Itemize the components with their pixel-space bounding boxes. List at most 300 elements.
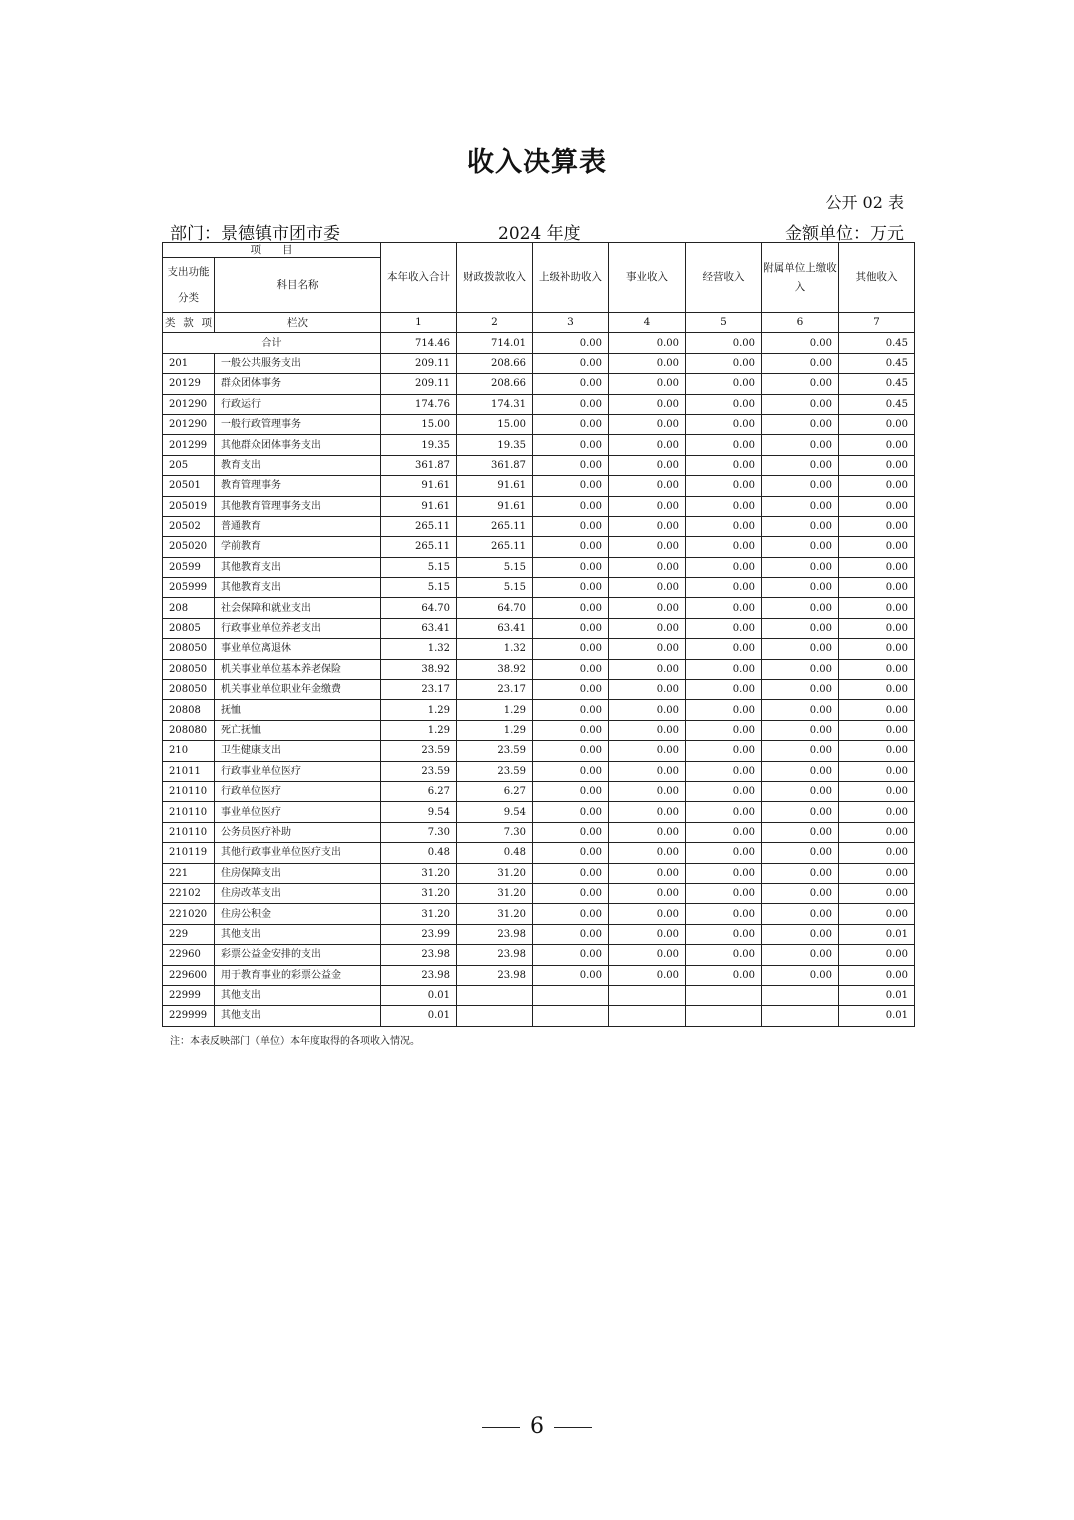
row-code: 20501: [163, 476, 215, 496]
row-value-col-2: 91.61: [457, 496, 533, 516]
row-value-col-6: 0.00: [762, 537, 839, 557]
row-value-col-3: 0.00: [533, 781, 609, 801]
row-value-col-4: 0.00: [609, 557, 686, 577]
row-code: 210110: [163, 781, 215, 801]
row-value-col-6: 0.00: [762, 781, 839, 801]
table-row: [163, 414, 915, 434]
row-value-col-7: 0.00: [839, 945, 915, 965]
row-code: 22960: [163, 945, 215, 965]
fiscal-year: 2024 年度: [498, 224, 581, 244]
row-value-col-7: 0.00: [839, 578, 915, 598]
row-value-col-3: 0.00: [533, 883, 609, 903]
row-value-col-1: 9.54: [381, 802, 457, 822]
row-name: 用于教育事业的彩票公益金: [215, 965, 381, 985]
table-row: [163, 496, 915, 516]
row-value-col-3: 0.00: [533, 557, 609, 577]
row-value-col-5: 0.00: [686, 414, 762, 434]
row-value-col-3: 0.00: [533, 700, 609, 720]
row-value-col-6: 0.00: [762, 720, 839, 740]
row-value-col-3: 0.00: [533, 802, 609, 822]
row-name: 死亡抚恤: [215, 720, 381, 740]
amount-unit: 金额单位：万元: [785, 224, 904, 244]
row-value-col-6: 0.00: [762, 353, 839, 373]
row-value-col-5: 0.00: [686, 353, 762, 373]
header-class: 类: [165, 316, 176, 329]
row-code: 210110: [163, 822, 215, 842]
row-value-col-6: 0.00: [762, 598, 839, 618]
row-value-col-6: 0.00: [762, 496, 839, 516]
row-value-col-5: 0.00: [686, 761, 762, 781]
header-col-4: 事业收入: [609, 243, 686, 313]
row-code: 229: [163, 924, 215, 944]
row-value-col-4: 0.00: [609, 537, 686, 557]
dash-right: [554, 1427, 592, 1428]
row-name: 行政运行: [215, 394, 381, 414]
row-name: 一般行政管理事务: [215, 414, 381, 434]
row-value-col-6: 0.00: [762, 945, 839, 965]
row-code: 20808: [163, 700, 215, 720]
header-col-6: 附属单位上缴收入: [762, 243, 839, 313]
row-value-col-7: 0.45: [839, 394, 915, 414]
row-code: 20599: [163, 557, 215, 577]
row-value-col-3: 0.00: [533, 476, 609, 496]
row-value-col-3: 0.00: [533, 598, 609, 618]
row-name: 一般公共服务支出: [215, 353, 381, 373]
row-value-col-5: 0.00: [686, 374, 762, 394]
header-subject-name: 科目名称: [215, 258, 381, 313]
row-value-col-1: 23.17: [381, 680, 457, 700]
header-item: 项 目: [163, 243, 381, 258]
row-value-col-3: 0.00: [533, 374, 609, 394]
row-value-col-2: [457, 985, 533, 1005]
total-row: [163, 333, 915, 353]
row-name: 教育支出: [215, 455, 381, 475]
row-name: 其他支出: [215, 985, 381, 1005]
row-value-col-5: [686, 985, 762, 1005]
row-code: 22102: [163, 883, 215, 903]
row-value-col-6: 0.00: [762, 761, 839, 781]
row-value-col-3: [533, 985, 609, 1005]
row-value-col-5: 0.00: [686, 455, 762, 475]
row-value-col-1: 23.98: [381, 965, 457, 985]
col-num-3: 3: [533, 313, 609, 333]
row-value-col-6: 0.00: [762, 741, 839, 761]
row-value-col-5: 0.00: [686, 904, 762, 924]
row-value-col-7: 0.00: [839, 455, 915, 475]
col-num-2: 2: [457, 313, 533, 333]
table-note: 注：本表反映部门（单位）本年度取得的各项收入情况。: [170, 1036, 420, 1047]
row-value-col-6: 0.00: [762, 802, 839, 822]
row-value-col-7: 0.00: [839, 618, 915, 638]
row-value-col-1: 209.11: [381, 353, 457, 373]
row-value-col-1: 0.01: [381, 985, 457, 1005]
row-name: 群众团体事务: [215, 374, 381, 394]
col-num-6: 6: [762, 313, 839, 333]
row-value-col-2: 23.98: [457, 945, 533, 965]
row-value-col-6: 0.00: [762, 822, 839, 842]
row-code: 20805: [163, 618, 215, 638]
row-code: 210: [163, 741, 215, 761]
row-value-col-7: 0.00: [839, 639, 915, 659]
row-value-col-5: 0.00: [686, 680, 762, 700]
row-value-col-1: 19.35: [381, 435, 457, 455]
total-value: 0.00: [533, 333, 609, 353]
row-value-col-4: 0.00: [609, 639, 686, 659]
row-value-col-2: 31.20: [457, 904, 533, 924]
row-value-col-1: 209.11: [381, 374, 457, 394]
total-value: 0.00: [762, 333, 839, 353]
row-name: 抚恤: [215, 700, 381, 720]
row-value-col-1: 7.30: [381, 822, 457, 842]
row-value-col-2: 208.66: [457, 353, 533, 373]
header-col-3: 上级补助收入: [533, 243, 609, 313]
row-value-col-4: 0.00: [609, 741, 686, 761]
row-code: 229999: [163, 1006, 215, 1026]
row-value-col-6: 0.00: [762, 435, 839, 455]
table-row: [163, 618, 915, 638]
row-value-col-1: 31.20: [381, 883, 457, 903]
row-value-col-4: 0.00: [609, 435, 686, 455]
row-value-col-3: 0.00: [533, 843, 609, 863]
row-name: 其他行政事业单位医疗支出: [215, 843, 381, 863]
row-value-col-5: 0.00: [686, 516, 762, 536]
row-value-col-1: 5.15: [381, 557, 457, 577]
row-value-col-6: 0.00: [762, 883, 839, 903]
row-value-col-7: 0.00: [839, 965, 915, 985]
row-value-col-4: 0.00: [609, 496, 686, 516]
row-value-col-2: 9.54: [457, 802, 533, 822]
row-name: 住房公积金: [215, 904, 381, 924]
row-value-col-1: 1.29: [381, 700, 457, 720]
col-num-1: 1: [381, 313, 457, 333]
row-value-col-5: 0.00: [686, 659, 762, 679]
table-row: [163, 720, 915, 740]
row-value-col-3: [533, 1006, 609, 1026]
row-value-col-4: 0.00: [609, 843, 686, 863]
row-value-col-2: 5.15: [457, 578, 533, 598]
row-value-col-5: 0.00: [686, 781, 762, 801]
row-value-col-6: 0.00: [762, 904, 839, 924]
row-name: 卫生健康支出: [215, 741, 381, 761]
row-name: 机关事业单位基本养老保险: [215, 659, 381, 679]
table-row: [163, 863, 915, 883]
row-value-col-6: 0.00: [762, 374, 839, 394]
row-name: 其他支出: [215, 924, 381, 944]
row-value-col-5: 0.00: [686, 476, 762, 496]
row-value-col-7: 0.45: [839, 374, 915, 394]
page-title: 收入决算表: [467, 147, 607, 178]
row-value-col-4: 0.00: [609, 924, 686, 944]
row-value-col-5: 0.00: [686, 924, 762, 944]
row-value-col-2: 15.00: [457, 414, 533, 434]
header-class-kuan-xiang: [163, 313, 215, 333]
total-value: 714.01: [457, 333, 533, 353]
row-value-col-1: 23.59: [381, 741, 457, 761]
row-value-col-5: 0.00: [686, 863, 762, 883]
row-value-col-2: 208.66: [457, 374, 533, 394]
table-row: [163, 476, 915, 496]
row-value-col-7: 0.01: [839, 924, 915, 944]
row-name: 行政事业单位养老支出: [215, 618, 381, 638]
row-value-col-6: 0.00: [762, 414, 839, 434]
row-value-col-1: 23.99: [381, 924, 457, 944]
income-table: [162, 242, 915, 1027]
row-name: 其他群众团体事务支出: [215, 435, 381, 455]
row-value-col-1: 23.98: [381, 945, 457, 965]
row-value-col-6: 0.00: [762, 639, 839, 659]
row-value-col-4: 0.00: [609, 781, 686, 801]
row-value-col-1: 15.00: [381, 414, 457, 434]
row-code: 21011: [163, 761, 215, 781]
row-value-col-4: [609, 1006, 686, 1026]
row-value-col-3: 0.00: [533, 578, 609, 598]
row-value-col-7: 0.00: [839, 781, 915, 801]
row-code: 208: [163, 598, 215, 618]
row-code: 205020: [163, 537, 215, 557]
row-value-col-7: 0.00: [839, 516, 915, 536]
row-value-col-7: 0.00: [839, 883, 915, 903]
row-value-col-7: 0.00: [839, 476, 915, 496]
row-value-col-4: 0.00: [609, 761, 686, 781]
row-value-col-6: 0.00: [762, 618, 839, 638]
row-value-col-2: 1.32: [457, 639, 533, 659]
row-value-col-5: 0.00: [686, 700, 762, 720]
row-value-col-2: 63.41: [457, 618, 533, 638]
row-value-col-1: 265.11: [381, 537, 457, 557]
row-value-col-5: 0.00: [686, 720, 762, 740]
row-value-col-2: 31.20: [457, 863, 533, 883]
row-value-col-6: 0.00: [762, 843, 839, 863]
row-name: 普通教育: [215, 516, 381, 536]
col-num-5: 5: [686, 313, 762, 333]
row-name: 其他教育管理事务支出: [215, 496, 381, 516]
row-value-col-5: 0.00: [686, 741, 762, 761]
row-value-col-3: 0.00: [533, 945, 609, 965]
row-value-col-4: 0.00: [609, 455, 686, 475]
row-name: 事业单位离退休: [215, 639, 381, 659]
table-row: [163, 883, 915, 903]
table-row: [163, 822, 915, 842]
row-value-col-5: 0.00: [686, 843, 762, 863]
row-value-col-4: 0.00: [609, 965, 686, 985]
table-row: [163, 965, 915, 985]
table-row: [163, 455, 915, 475]
row-value-col-3: 0.00: [533, 516, 609, 536]
row-value-col-5: 0.00: [686, 394, 762, 414]
total-value: 0.45: [839, 333, 915, 353]
row-value-col-3: 0.00: [533, 394, 609, 414]
row-value-col-5: 0.00: [686, 578, 762, 598]
row-value-col-1: 23.59: [381, 761, 457, 781]
table-row: [163, 578, 915, 598]
row-value-col-3: 0.00: [533, 435, 609, 455]
row-name: 学前教育: [215, 537, 381, 557]
table-row: [163, 353, 915, 373]
row-code: 229600: [163, 965, 215, 985]
row-value-col-3: 0.00: [533, 414, 609, 434]
row-code: 20502: [163, 516, 215, 536]
row-value-col-3: 0.00: [533, 639, 609, 659]
row-value-col-4: 0.00: [609, 476, 686, 496]
table-row: [163, 945, 915, 965]
table-row: [163, 516, 915, 536]
row-value-col-2: 23.59: [457, 741, 533, 761]
header-col-7: 其他收入: [839, 243, 915, 313]
row-value-col-1: 174.76: [381, 394, 457, 414]
dash-left: [482, 1427, 520, 1428]
row-value-col-6: [762, 1006, 839, 1026]
row-value-col-6: [762, 985, 839, 1005]
row-name: 其他教育支出: [215, 578, 381, 598]
row-value-col-7: 0.00: [839, 843, 915, 863]
row-value-col-2: 265.11: [457, 516, 533, 536]
page-number: [0, 1414, 1074, 1439]
row-value-col-2: 265.11: [457, 537, 533, 557]
table-row: [163, 781, 915, 801]
header-xiang: 项: [201, 316, 212, 329]
row-code: 208050: [163, 639, 215, 659]
table-row: [163, 639, 915, 659]
table-row: [163, 924, 915, 944]
row-value-col-2: 19.35: [457, 435, 533, 455]
row-value-col-2: 31.20: [457, 883, 533, 903]
row-value-col-2: 7.30: [457, 822, 533, 842]
table-row: [163, 985, 915, 1005]
table-row: [163, 1006, 915, 1026]
header-kuan: 款: [183, 316, 194, 329]
col-num-7: 7: [839, 313, 915, 333]
row-value-col-7: 0.00: [839, 496, 915, 516]
row-name: 公务员医疗补助: [215, 822, 381, 842]
header-col-5: 经营收入: [686, 243, 762, 313]
row-value-col-3: 0.00: [533, 680, 609, 700]
row-code: 201290: [163, 414, 215, 434]
row-value-col-7: 0.00: [839, 537, 915, 557]
row-value-col-7: 0.00: [839, 863, 915, 883]
row-value-col-4: 0.00: [609, 353, 686, 373]
row-value-col-1: 361.87: [381, 455, 457, 475]
row-value-col-7: 0.00: [839, 741, 915, 761]
row-code: 201299: [163, 435, 215, 455]
row-value-col-2: [457, 1006, 533, 1026]
row-value-col-6: 0.00: [762, 659, 839, 679]
row-value-col-5: 0.00: [686, 945, 762, 965]
row-value-col-3: 0.00: [533, 761, 609, 781]
table-row: [163, 700, 915, 720]
row-value-col-7: 0.00: [839, 680, 915, 700]
row-value-col-3: 0.00: [533, 822, 609, 842]
header-func-class: 支出功能分类: [163, 258, 215, 313]
table-row: [163, 761, 915, 781]
table-row: [163, 537, 915, 557]
row-value-col-2: 361.87: [457, 455, 533, 475]
row-name: 教育管理事务: [215, 476, 381, 496]
form-number: 公开 02 表: [825, 193, 904, 212]
col-num-4: 4: [609, 313, 686, 333]
row-name: 事业单位医疗: [215, 802, 381, 822]
row-code: 22999: [163, 985, 215, 1005]
row-value-col-6: 0.00: [762, 557, 839, 577]
row-value-col-2: 23.59: [457, 761, 533, 781]
row-value-col-4: 0.00: [609, 700, 686, 720]
row-value-col-5: 0.00: [686, 639, 762, 659]
row-value-col-6: 0.00: [762, 394, 839, 414]
row-name: 行政事业单位医疗: [215, 761, 381, 781]
row-name: 其他支出: [215, 1006, 381, 1026]
department-label: 部门：景德镇市团市委: [170, 224, 340, 244]
row-value-col-3: 0.00: [533, 353, 609, 373]
row-code: 210110: [163, 802, 215, 822]
row-value-col-2: 174.31: [457, 394, 533, 414]
row-value-col-6: 0.00: [762, 578, 839, 598]
row-code: 221: [163, 863, 215, 883]
row-value-col-6: 0.00: [762, 700, 839, 720]
table-row: [163, 374, 915, 394]
row-code: 208050: [163, 659, 215, 679]
row-value-col-6: 0.00: [762, 680, 839, 700]
row-code: 20129: [163, 374, 215, 394]
table-row: [163, 598, 915, 618]
row-value-col-7: 0.45: [839, 353, 915, 373]
row-value-col-1: 38.92: [381, 659, 457, 679]
row-value-col-3: 0.00: [533, 863, 609, 883]
row-value-col-7: 0.00: [839, 802, 915, 822]
row-code: 208050: [163, 680, 215, 700]
row-code: 210119: [163, 843, 215, 863]
row-value-col-7: 0.00: [839, 557, 915, 577]
row-value-col-1: 91.61: [381, 496, 457, 516]
row-value-col-1: 31.20: [381, 904, 457, 924]
row-value-col-3: 0.00: [533, 659, 609, 679]
row-value-col-7: 0.00: [839, 598, 915, 618]
total-value: 0.00: [609, 333, 686, 353]
total-value: 0.00: [686, 333, 762, 353]
row-value-col-5: 0.00: [686, 822, 762, 842]
row-value-col-4: 0.00: [609, 578, 686, 598]
row-name: 社会保障和就业支出: [215, 598, 381, 618]
row-value-col-1: 91.61: [381, 476, 457, 496]
row-value-col-4: 0.00: [609, 598, 686, 618]
table-row: [163, 741, 915, 761]
row-code: 221020: [163, 904, 215, 924]
row-value-col-4: 0.00: [609, 680, 686, 700]
table-row: [163, 904, 915, 924]
row-code: 205: [163, 455, 215, 475]
row-code: 201: [163, 353, 215, 373]
row-code: 208080: [163, 720, 215, 740]
table-row: [163, 802, 915, 822]
row-value-col-4: [609, 985, 686, 1005]
row-value-col-3: 0.00: [533, 537, 609, 557]
row-value-col-7: 0.00: [839, 904, 915, 924]
row-value-col-2: 91.61: [457, 476, 533, 496]
row-value-col-6: 0.00: [762, 863, 839, 883]
row-value-col-3: 0.00: [533, 496, 609, 516]
row-value-col-5: 0.00: [686, 537, 762, 557]
row-value-col-4: 0.00: [609, 945, 686, 965]
row-value-col-7: 0.00: [839, 700, 915, 720]
row-value-col-3: 0.00: [533, 455, 609, 475]
row-code: 201290: [163, 394, 215, 414]
total-value: 714.46: [381, 333, 457, 353]
row-name: 住房保障支出: [215, 863, 381, 883]
row-name: 机关事业单位职业年金缴费: [215, 680, 381, 700]
row-value-col-4: 0.00: [609, 883, 686, 903]
row-name: 其他教育支出: [215, 557, 381, 577]
row-value-col-7: 0.00: [839, 414, 915, 434]
row-value-col-1: 1.29: [381, 720, 457, 740]
row-value-col-1: 265.11: [381, 516, 457, 536]
